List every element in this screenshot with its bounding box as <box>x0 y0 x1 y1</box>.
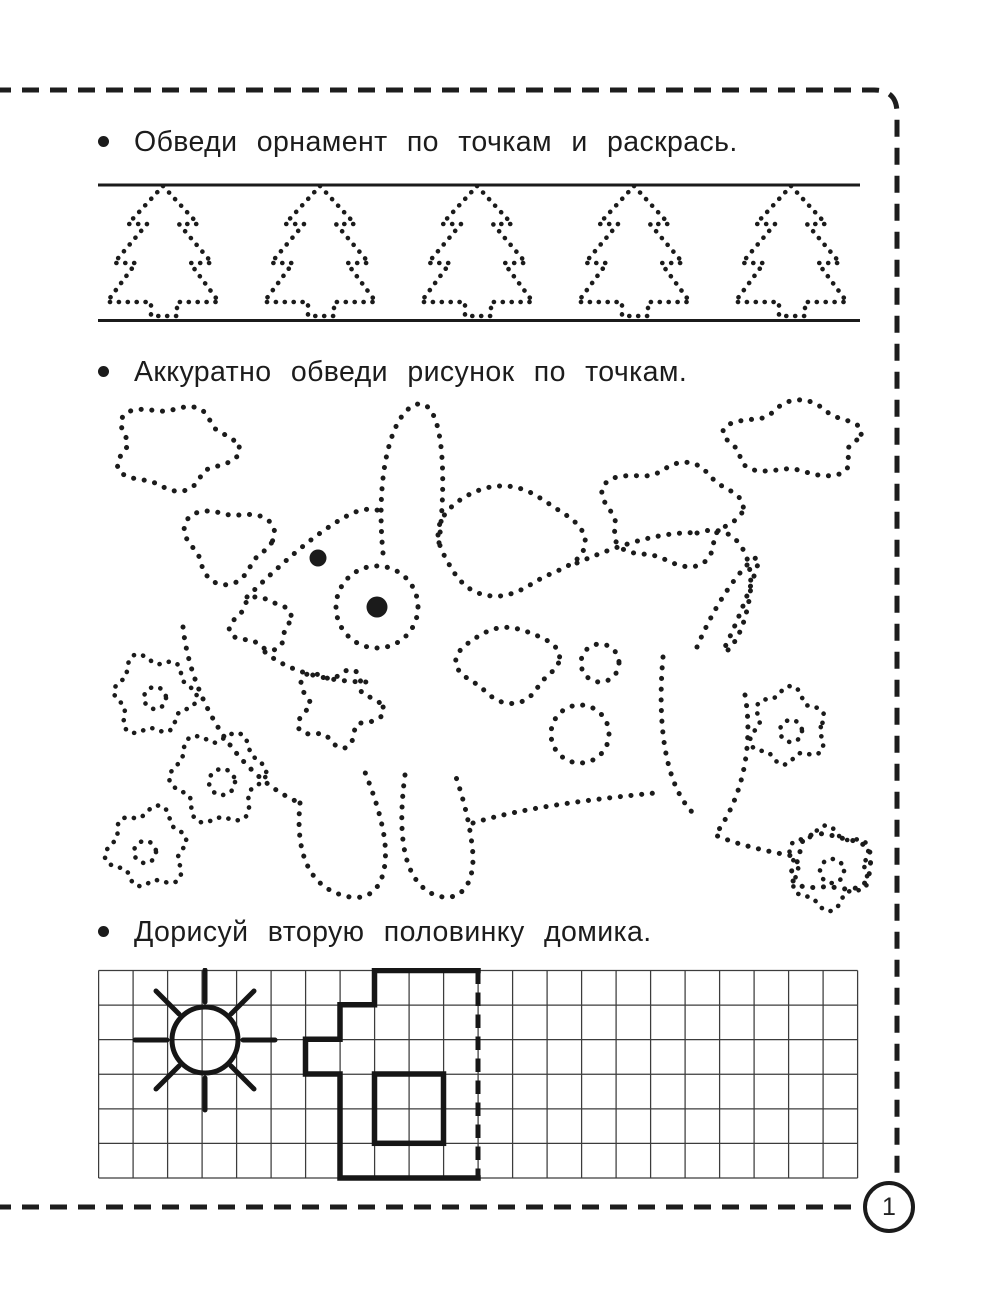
fir-tree-motif <box>264 186 376 316</box>
puppy-mouth <box>229 597 291 650</box>
fir-tree-motif <box>735 186 847 316</box>
puppy-front-leg <box>402 775 473 897</box>
page-number-badge <box>863 1181 915 1233</box>
puppy-spot <box>581 644 619 682</box>
puppy-front-leg <box>299 767 385 897</box>
puppy-ear-floppy <box>184 511 275 585</box>
ornament-strip <box>98 183 860 323</box>
task-3 <box>98 916 652 949</box>
fir-tree-motif <box>578 186 690 316</box>
flower-shape <box>750 686 824 765</box>
puppy-rear-top <box>697 530 751 650</box>
bullet-icon <box>98 366 109 377</box>
puppy-outline <box>183 404 871 898</box>
flower-shape <box>789 825 868 911</box>
puppy-nose <box>367 597 388 618</box>
ornament-trees <box>107 186 847 316</box>
task-1-label: Обведи орнамент по точкам и раскрась. <box>134 126 738 158</box>
puppy-ear-up <box>381 404 443 553</box>
puppy-hind-leg <box>661 657 695 815</box>
puppy-trace-picture <box>95 395 940 915</box>
flower-shape <box>114 654 197 733</box>
fir-tree-motif <box>421 186 533 316</box>
puppy-hind-foot <box>791 834 871 889</box>
bullet-icon <box>98 136 109 147</box>
cloud-shape <box>723 400 862 476</box>
fir-tree-motif <box>107 186 219 316</box>
flower-shape <box>105 805 187 886</box>
task-2 <box>98 356 687 389</box>
task-2-label: Аккуратно обведи рисунок по точкам. <box>134 356 688 388</box>
puppy-back <box>577 533 697 563</box>
cloud-shape <box>602 462 744 567</box>
page-number: 1 <box>882 1192 896 1221</box>
task-3-label: Дорисуй вторую половинку домика. <box>134 916 652 948</box>
bullet-icon <box>98 926 109 937</box>
puppy-chest <box>183 627 300 803</box>
cloud-shape <box>117 407 239 492</box>
puppy-belly <box>473 793 655 823</box>
flower-shape <box>169 733 266 822</box>
puppy-head-top <box>438 486 585 596</box>
puppy-spot <box>551 705 609 763</box>
puppy-paw <box>298 670 384 749</box>
puppy-belly-patch <box>456 627 560 703</box>
puppy-eye <box>310 550 327 567</box>
copy-grid <box>98 968 860 1182</box>
puppy-jaw <box>265 652 369 682</box>
task-1 <box>98 126 738 159</box>
